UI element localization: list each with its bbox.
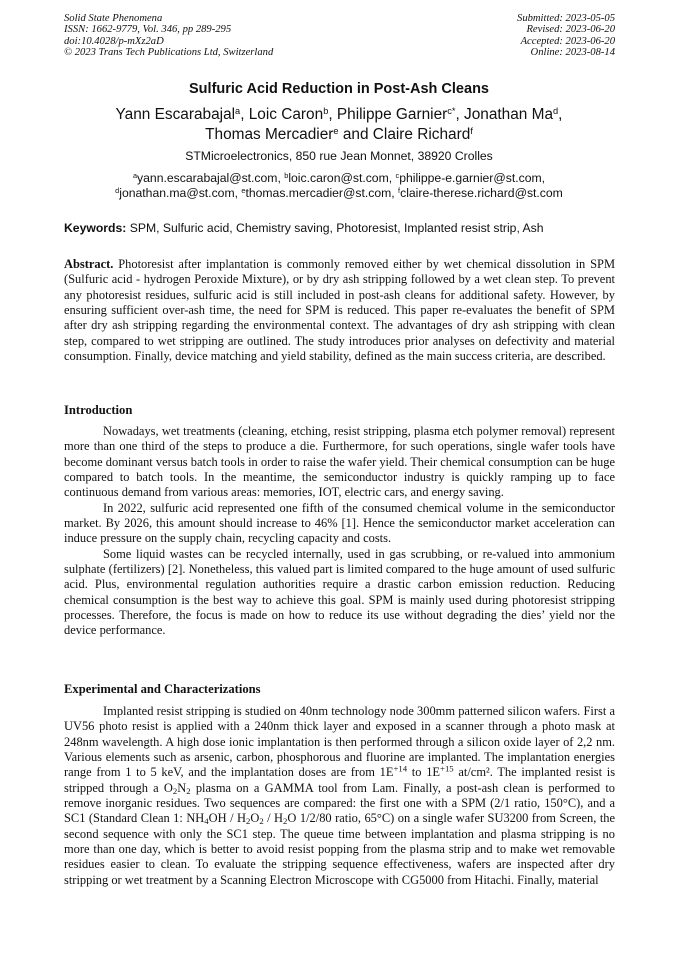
submitted-date: Submitted: 2023-05-05 xyxy=(517,13,615,24)
keywords-label: Keywords: xyxy=(64,221,127,235)
paragraph: In 2022, sulfuric acid represented one fifth of the consumed chemical volume in the semiconductor market. By 2026, this amount should increase to 46% [1]. Hence the semiconductor market acceleration can induce pressure on the supply chain, recycling capacity and costs. xyxy=(64,500,615,546)
email-mark: f xyxy=(398,186,401,196)
online-date: Online: 2023-08-14 xyxy=(530,46,615,58)
doi: doi:10.4028/p-mXz2aD xyxy=(64,35,164,47)
formula-h2o2: $H_2O_2$ xyxy=(236,811,264,827)
keywords xyxy=(64,221,624,235)
header-right xyxy=(517,13,615,58)
author-mark: b xyxy=(323,105,329,116)
email-mark: a xyxy=(132,170,138,180)
author-mark: c* xyxy=(447,105,456,116)
journal-name: Solid State Phenomena xyxy=(64,13,163,24)
header-left xyxy=(64,13,273,58)
author-name: Jonathan Ma xyxy=(464,106,554,123)
formula-h2o: $H_2O$ xyxy=(274,811,297,827)
abstract xyxy=(64,257,615,364)
affiliation: STMicroelectronics, 850 rue Jean Monnet, 38920 Crolles xyxy=(185,149,493,163)
author-mark: e xyxy=(333,125,339,136)
author-mark: d xyxy=(553,105,559,116)
author-and: and xyxy=(342,125,369,143)
keywords-text: SPM, Sulfuric acid, Chemistry saving, Photoresist, Implanted resist strip, Ash xyxy=(129,221,544,235)
introduction-body xyxy=(64,424,615,639)
email-link[interactable]: claire-therese.richard@st.com xyxy=(400,186,563,201)
revised-date: Revised: 2023-06-20 xyxy=(526,24,615,36)
formula-nh4oh: $NH_4OH$ xyxy=(186,811,227,827)
author-name: Yann Escarabajal xyxy=(115,106,236,123)
copyright: © 2023 Trans Tech Publications Ltd, Switzerland xyxy=(64,46,274,58)
abstract-text: Photoresist after implantation is commonly removed either by wet chemical dissolution in SPM (Sulfuric acid - hydrogen Peroxide Mixture), or by dry ash stripping followed by a wet clean step. To prevent any photoresist residues, sulfuric acid is still included in post-ash cleans for additional safety. However, by ensuring sufficient over-ash time, the need for SPM is reduced. This paper re-evaluates the benefit of SPM after dry ash stripping regarding the environmental context. The advantages of dry ash stripping with clean step, compared to wet stripping are outlined. The study introduces prior analyses on defectivity and material consumption. Finally, device matching and yield stability, defined as the main success criteria, are described. xyxy=(64,257,615,364)
email-link[interactable]: thomas.mercadier@st.com xyxy=(245,186,392,201)
email-mark: c xyxy=(395,170,400,180)
abstract-label: Abstract. xyxy=(64,257,114,271)
paragraph: Implanted resist stripping is studied on 40nm technology node 300mm patterned silicon wafers. First a UV56 photo resist is applied with a 240nm thick layer and exposed in a scanner through a photo mask at 248nm wavelength. A high dose ionic implantation is then performed through a silicon oxide layer of 2,2 nm. Various elements such as arsenic, carbon, phosphorous and fluorine are implanted. The implantation energies range from 1 to 5 keV, and the implantation doses are from $1E^{+14}$ to $1E^{+15}$ at/cm². The implanted resist is stripped through a $O_2N_2$ plasma on a GAMMA tool from Lam. Finally, a post-ash clean is performed to remove inorganic residues. Two sequences are compared: the first one with a SPM (2/1 ratio, 150°C), and a SC1 (Standard Clean 1: $NH_4OH / H_2O_2 / H_2O$ 1/2/80 ratio, 65°C) on a single wafer SU3200 from Screen, the second sequence with only the SC1 step. The queue time between implantation and plasma stripping is no more than one day, which is better to avoid resist popping from the plasma strip and to make wet removable residues easier to clean. To evaluate the stripping sequence effectiveness, wafers are inspected after dry stripping or wet treatment by a Scanning Electron Microscope with CG5000 from Hitachi. Finally, material xyxy=(64,704,616,887)
paragraph: Nowadays, wet treatments (cleaning, etching, resist stripping, plasma etch polymer removal) represent more than one third of the steps to produce a die. Furthermore, for such operations, single wafer tools have become dominant versus batch tools in order to raise the wafer yield. Their chemical consumption can be huge compared to batch tools. In the meantime, the semiconductor industry is quickly ramping up to face continuous demand from various areas: memories, IOT, electric cars, and energy saving. xyxy=(64,424,615,500)
email-link[interactable]: yann.escarabajal@st.com xyxy=(137,171,278,185)
email-mark: e xyxy=(241,186,246,196)
author-name: Philippe Garnier xyxy=(336,106,448,123)
experimental-body xyxy=(64,704,615,888)
email-list: $^a$yann.escarabajal@st.com, $^b$loic.caron@st.com, $^c$philippe-e.garnier@st.com, $^d$jonathan.ma@st.com, $^e$thomas.mercadier@st.com, $^f$claire-therese.richard@st.com xyxy=(115,170,563,201)
email-link[interactable]: loic.caron@st.com xyxy=(288,171,389,185)
author-name: Claire Richard xyxy=(372,125,471,143)
accepted-date: Accepted: 2023-06-20 xyxy=(520,35,615,47)
author-name: Loic Caron xyxy=(248,106,324,123)
issn: ISSN: 1662-9779, Vol. 346, pp 289-295 xyxy=(64,24,232,36)
section-heading-experimental: Experimental and Characterizations xyxy=(64,682,261,696)
email-link[interactable]: philippe-e.garnier@st.com xyxy=(399,171,542,185)
author-mark: f xyxy=(470,125,473,136)
paper-title: Sulfuric Acid Reduction in Post-Ash Cleans xyxy=(189,81,489,97)
author-name: Thomas Mercadier xyxy=(205,125,334,143)
paragraph: Some liquid wastes can be recycled internally, used in gas scrubbing, or re-valued into ammonium sulphate (fertilizers) [2]. Nonetheless, this valued part is limited compared to the huge amount of used sulfuric acid. Plus, environmental regulation authorities require a drastic carbon emission reduction. Reducing chemical consumption is the best way to achieve this goal. SPM is mainly used during photoresist stripping processes. Therefore, the focus is made on how to reduce its use without degrading the dies’ yield nor the device performance. xyxy=(64,546,615,638)
author-mark: a xyxy=(235,105,241,116)
email-link[interactable]: jonathan.ma@st.com xyxy=(119,186,235,201)
email-mark: d xyxy=(115,186,120,196)
page-header xyxy=(64,13,615,58)
author-list: Yann Escarabajal$^a$, Loic Caron$^b$, Philippe Garnier$^{c*}$, Jonathan Ma$^d$, Thomas Mercadier$^e$ and Claire Richard$^f$ xyxy=(115,105,563,143)
section-heading-introduction: Introduction xyxy=(64,403,133,417)
formula-o2n2: $O_2N_2$ xyxy=(163,780,191,796)
email-mark: b xyxy=(284,170,289,180)
